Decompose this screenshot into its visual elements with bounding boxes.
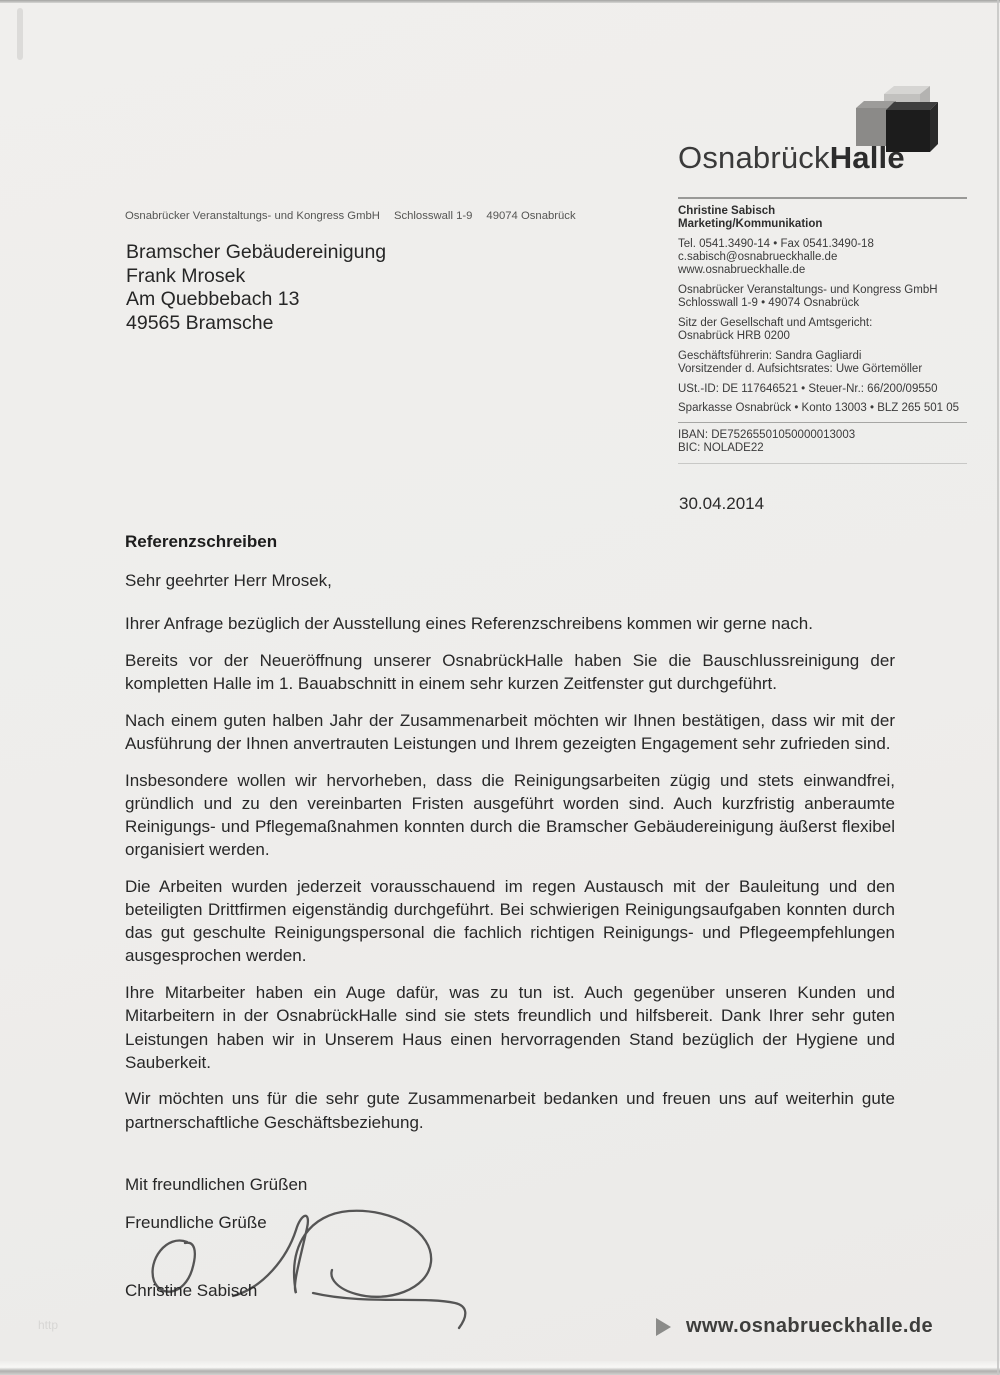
board-line: Vorsitzender d. Aufsichtsrates: Uwe Görtemöller	[678, 363, 923, 376]
letter-date: 30.04.2014	[679, 494, 765, 513]
scan-faint-text: http	[38, 1318, 59, 1332]
tax-group	[678, 383, 967, 396]
recipient-address-block	[126, 241, 386, 335]
company-address-group	[678, 284, 967, 310]
bank-line: Sparkasse Osnabrück • Konto 13003 • BLZ 265 501 05	[678, 402, 960, 415]
sender-city: 49074 Osnabrück	[486, 210, 576, 222]
letter-salutation: Sehr geehrter Herr Mrosek,	[125, 571, 332, 590]
company-logo-wordmark	[678, 140, 905, 176]
management-group	[678, 350, 967, 376]
scan-edge-right	[997, 0, 999, 1375]
letterhead-info-column	[678, 197, 967, 470]
paragraph-7: Wir möchten uns für die sehr gute Zusammenarbeit bedanken und freuen uns auf weiterhin gute partnerschaftliche Geschäftsbeziehung.	[125, 1089, 895, 1132]
triangle-bullet-icon	[656, 1318, 671, 1336]
contact-group	[678, 205, 967, 231]
recipient-city: 49565 Bramsche	[126, 311, 274, 334]
iban-line: IBAN: DE75265501050000013003	[678, 429, 856, 442]
contact-name: Christine Sabisch	[678, 205, 776, 217]
sender-return-address	[125, 210, 590, 222]
scan-edge-top	[0, 0, 1000, 3]
company-name: Osnabrücker Veranstaltungs- und Kongress GmbH	[678, 284, 938, 297]
contact-email: c.sabisch@osnabrueckhalle.de	[678, 251, 838, 264]
footer-website-url: www.osnabrueckhalle.de	[686, 1315, 934, 1337]
tax-line: USt.-ID: DE 117646521 • Steuer-Nr.: 66/200/09550	[678, 382, 938, 395]
registry-group	[678, 317, 967, 343]
contact-role: Marketing/Kommunikation	[678, 218, 823, 231]
sender-street: Schlosswall 1-9	[393, 210, 473, 222]
handwritten-signature	[135, 1200, 495, 1330]
footer	[656, 1315, 933, 1338]
paragraph-2: Bereits vor der Neueröffnung unserer OsnabrückHalle haben Sie die Bauschlussreinigung der kompletten Halle im 1. Bauabschnitt in einem sehr kurzen Zeitfenster gut durchgeführt.	[125, 650, 895, 693]
info-divider-bottom	[678, 463, 967, 464]
letter-body	[125, 612, 895, 1147]
ceo-line: Geschäftsführerin: Sandra Gagliardi	[678, 349, 862, 362]
company-address: Schlosswall 1-9 • 49074 Osnabrück	[678, 297, 860, 310]
signer-name: Christine Sabisch	[125, 1281, 258, 1300]
paragraph-6: Ihre Mitarbeiter haben ein Auge dafür, was zu tun ist. Auch gegenüber unseren Kunden und Mitarbeitern in der OsnabrückHalle sind sie stets freundlich und hilfsbereit. Dank Ihrer sehr guten Leistungen haben wir in Unserem Haus einen hervorragenden Stand bezüglich der Hygiene und Sauberkeit.	[125, 983, 895, 1072]
letter-subject: Referenzschreiben	[125, 532, 278, 551]
paragraph-1: Ihrer Anfrage bezüglich der Ausstellung eines Referenzschreibens kommen wir gerne nach.	[125, 614, 813, 633]
registry-label: Sitz der Gesellschaft und Amtsgericht:	[678, 316, 873, 329]
contact-website: www.osnabrueckhalle.de	[678, 264, 806, 277]
info-divider	[678, 422, 967, 423]
logo-brand-regular: Osnabrück	[678, 140, 830, 175]
recipient-name: Frank Mrosek	[126, 264, 246, 287]
logo-brand-bold: Halle	[829, 140, 905, 175]
contact-phone-fax: Tel. 0541.3490-14 • Fax 0541.3490-18	[678, 237, 874, 250]
bank-group	[678, 402, 967, 415]
iban-group	[678, 429, 967, 455]
sender-company: Osnabrücker Veranstaltungs- und Kongress GmbH	[125, 210, 380, 222]
paragraph-3: Nach einem guten halben Jahr der Zusammenarbeit möchten wir Ihnen bestätigen, dass wir mit der Ausführung der Ihnen anvertrauten Leistungen und Ihrem gezeigten Engagement sehr zufrieden sind.	[125, 710, 895, 753]
signoff-line: Freundliche Grüße	[125, 1213, 267, 1232]
bic-line: BIC: NOLADE22	[678, 442, 764, 455]
registry-number: Osnabrück HRB 0200	[678, 330, 790, 343]
scan-smudge	[17, 8, 23, 60]
contact-details-group	[678, 238, 967, 278]
recipient-street: Am Quebbebach 13	[126, 288, 300, 310]
recipient-company: Bramscher Gebäudereinigung	[126, 241, 387, 263]
paragraph-4: Insbesondere wollen wir hervorheben, dass die Reinigungsarbeiten zügig und stets einwandfrei, gründlich und zu den vereinbarten Fristen ausgeführt worden sind. Auch kurzfristig anberaumte Reinigungs- und Pflegemaßnahmen konnten durch die Bramscher Gebäudereinigung äußerst flexibel organisiert werden.	[125, 770, 895, 860]
scan-edge-bottom	[0, 1361, 1000, 1375]
paragraph-5: Die Arbeiten wurden jederzeit vorausschauend im regen Austausch mit der Bauleitung und den beteiligten Drittfirmen eigenständig durchgeführt. Bei schwierigen Reinigungsaufgaben konnten durch das gut geschulte Reinigungspersonal die fachlich richtigen Reinigungs- und Pflegeempfehlungen ausgesprochen werden.	[125, 876, 895, 966]
closing-line: Mit freundlichen Grüßen	[125, 1175, 308, 1194]
